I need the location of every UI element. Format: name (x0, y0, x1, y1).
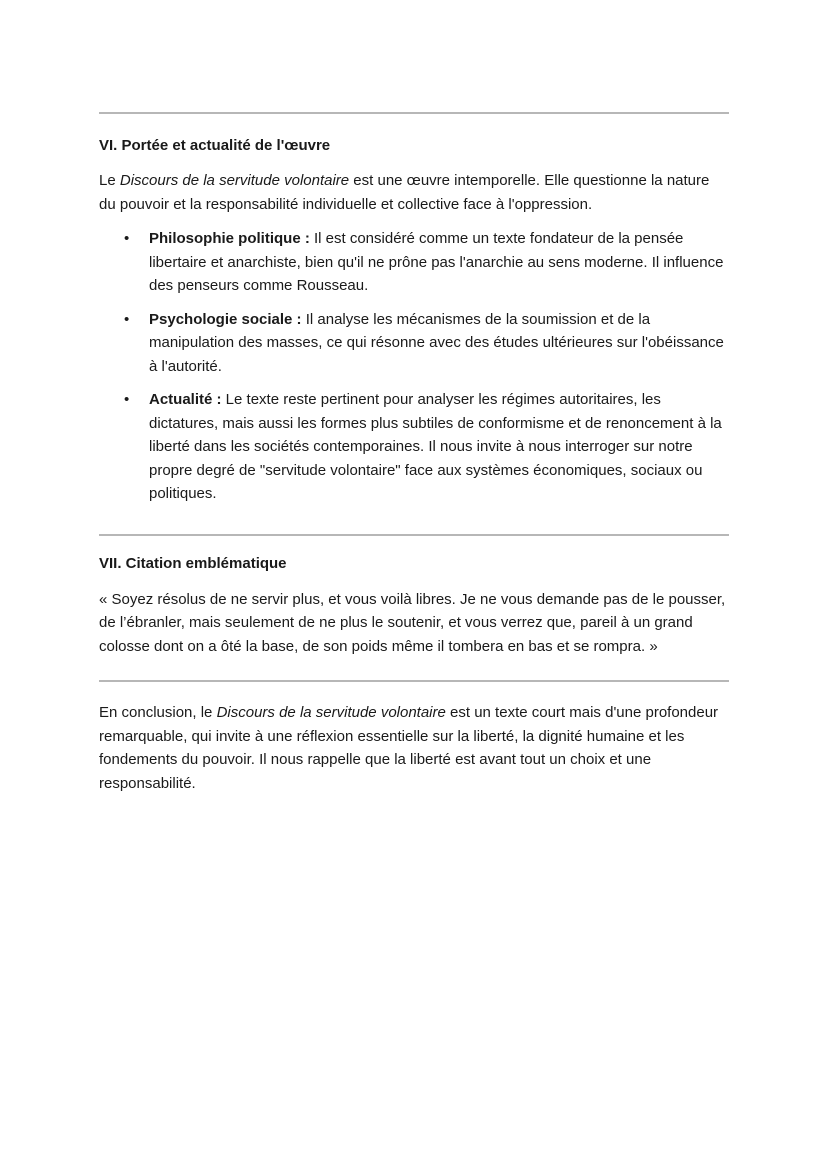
intro-prefix: Le (99, 172, 120, 189)
conclusion-paragraph (99, 701, 729, 795)
document-page (99, 112, 729, 795)
bullet-icon: • (124, 310, 130, 328)
conclusion-suffix: est un texte court mais d'une profondeur remarquable, qui invite à une réflexion essentielle sur la liberté, la dignité humaine et les fondements du pouvoir. Il nous rappelle que la liberté est avant tout un choix et une responsabilité. (99, 704, 719, 792)
divider-middle (99, 534, 729, 536)
divider-bottom (99, 680, 729, 682)
section-vi-list (99, 227, 729, 506)
list-item-text: Il analyse les mécanismes de la soumission et de la manipulation des masses, ce qui résonne avec des études ultérieures sur l'obéissance à l'autorité. (149, 310, 724, 375)
emblematic-quote: « Soyez résolus de ne servir plus, et vous voilà libres. Je ne vous demande pas de le pousser, de l’ébranler, mais seulement de ne plus le soutenir, et vous verrez que, pareil à un grand colosse dont on a ôté la base, de son poids même il tombera en bas et se rompra. » (99, 590, 726, 655)
list-item-text: Le texte reste pertinent pour analyser les régimes autoritaires, les dictatures, mais aussi les formes plus subtiles de conformisme et de renoncement à la liberté dans les sociétés contemporaines. Il nous invite à nous interroger sur notre propre degré de "servitude volontaire" face aux systèmes économiques, sociaux ou politiques. (149, 391, 722, 502)
conclusion-work-title: Discours de la servitude volontaire (216, 704, 446, 721)
divider-top (99, 112, 729, 114)
bullet-icon: • (124, 230, 130, 247)
intro-suffix: est une œuvre intemporelle. Elle questionne la nature du pouvoir et la responsabilité individuelle et collective face à l'oppression. (99, 172, 710, 213)
list-item-actualite (99, 388, 729, 506)
list-item-psychologie (99, 308, 729, 379)
list-item-text: Il est considéré comme un texte fondateur de la pensée libertaire et anarchiste, bien qu'il ne prône pas l'anarchie au sens moderne. Il influence des penseurs comme Rousseau. (149, 230, 724, 294)
conclusion-prefix: En conclusion, le (99, 704, 217, 721)
bullet-icon: • (124, 391, 130, 408)
section-heading-vi: VI. Portée et actualité de l'œuvre (99, 137, 331, 154)
list-item-philosophie (99, 227, 729, 298)
section-vi-intro (99, 169, 729, 216)
list-item-term: Actualité : (149, 391, 222, 408)
list-item-term: Psychologie sociale : (149, 310, 302, 328)
work-title: Discours de la servitude volontaire (119, 172, 350, 189)
list-item-term: Philosophie politique : (149, 230, 310, 247)
section-heading-vii: VII. Citation emblématique (99, 554, 287, 572)
